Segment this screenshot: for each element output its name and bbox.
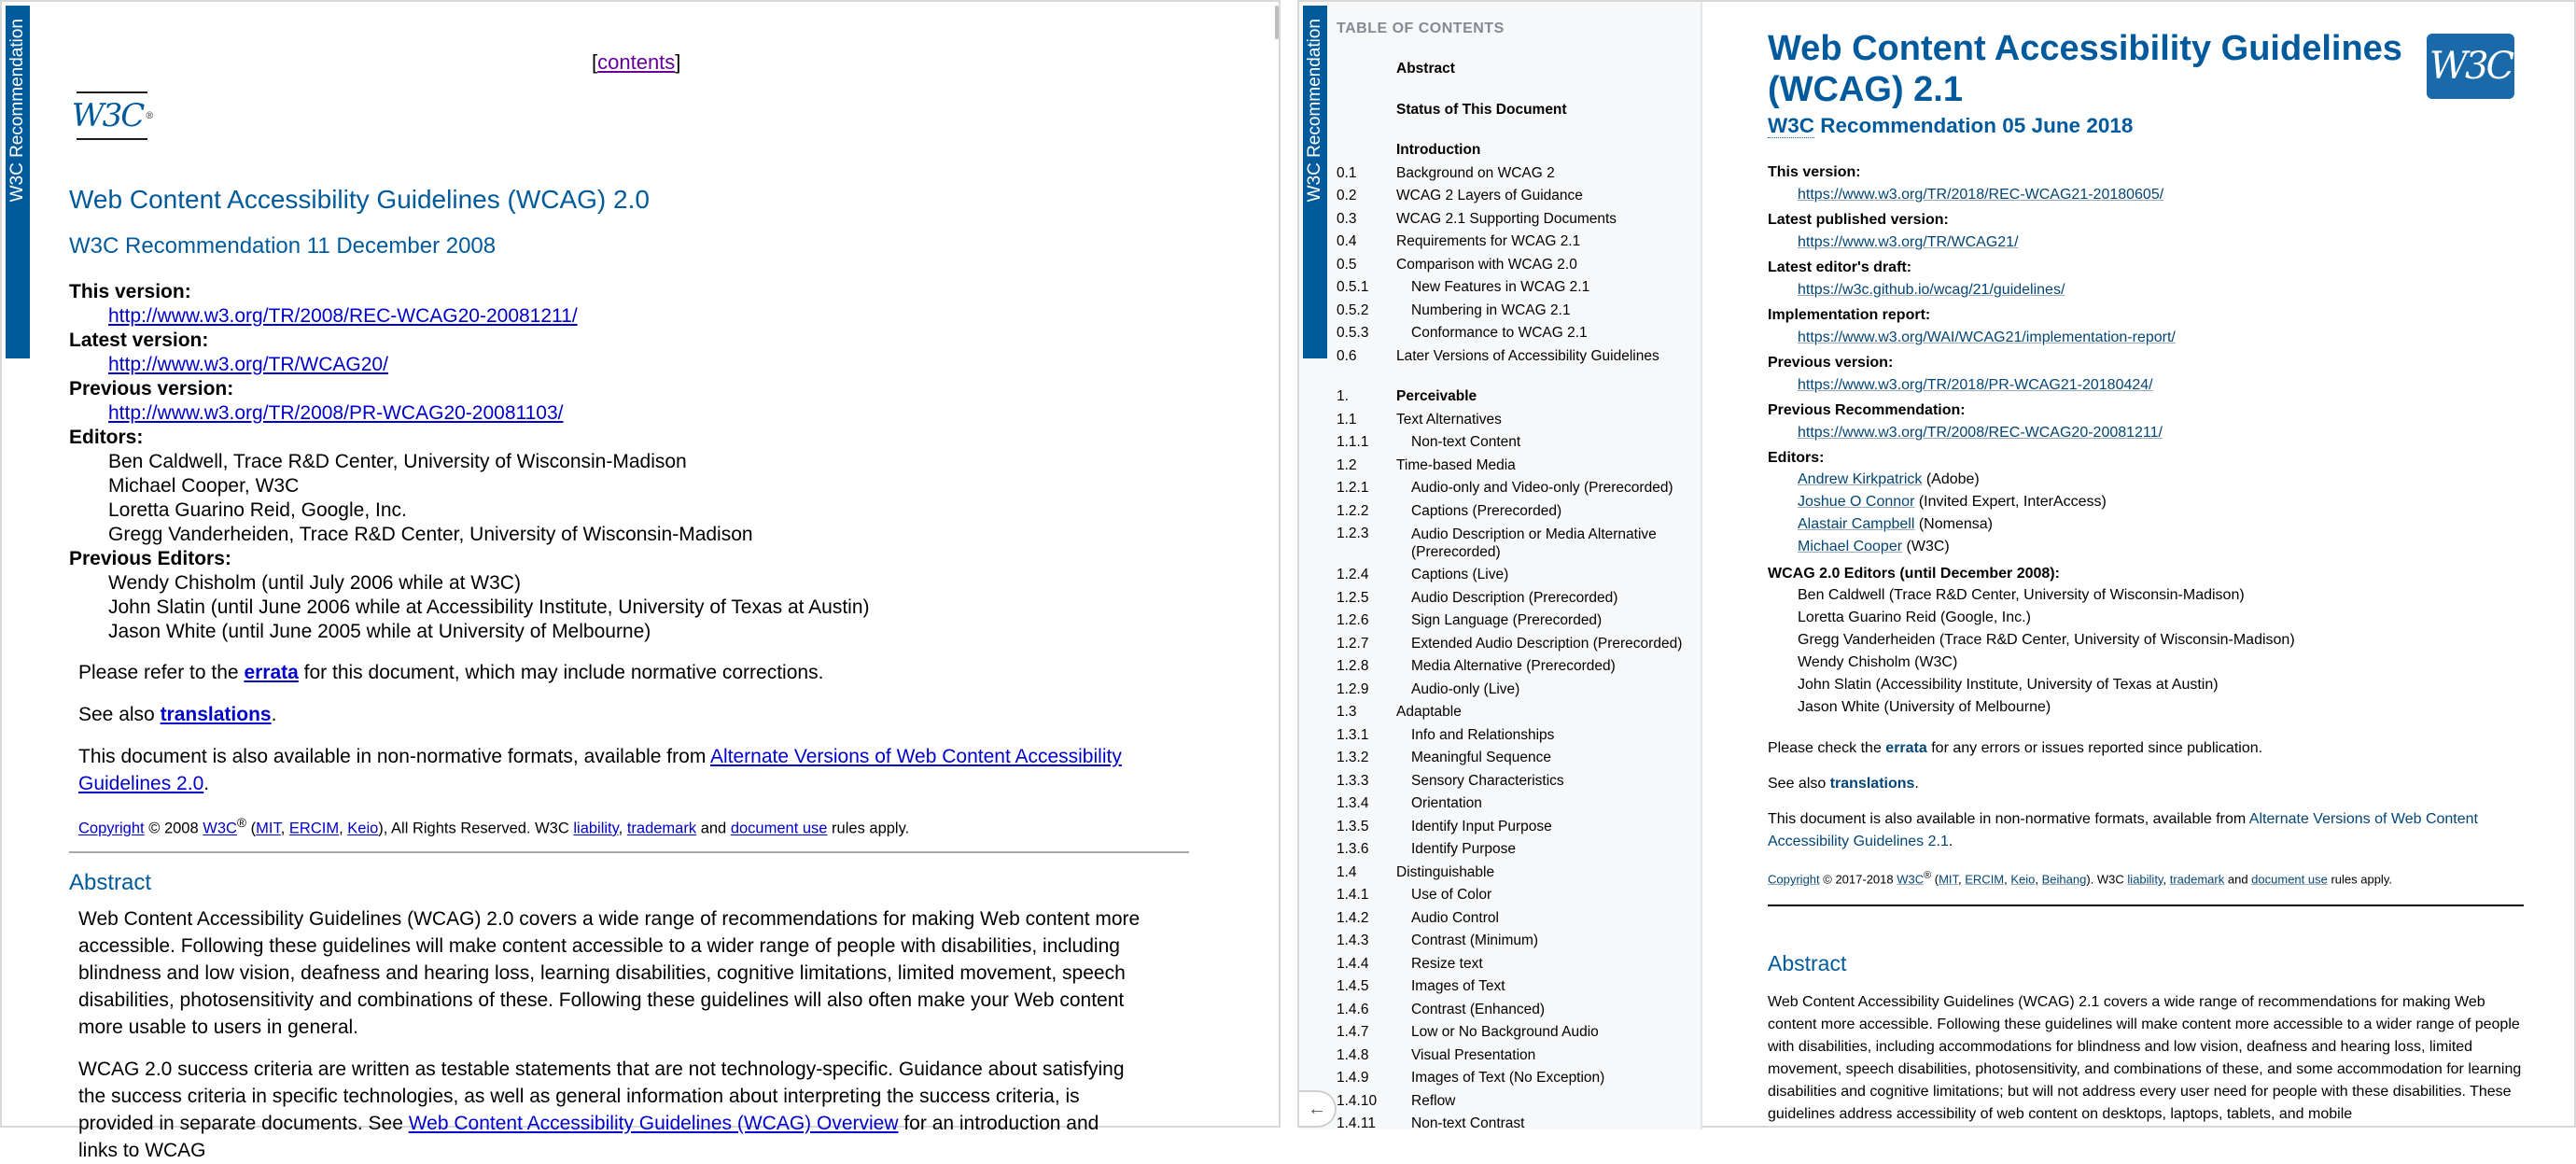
toc-item[interactable] [1337,884,1701,907]
toc-item-number: 1.4.5 [1337,978,1369,994]
latest-version-label: Latest version: [69,330,209,351]
translations-link[interactable]: translations [160,704,272,725]
toc-list [1337,58,1701,1136]
toc-item-label: Resize text [1411,955,1483,972]
toc-item-number: 1.4.2 [1337,909,1369,926]
toc-item-label: Adaptable [1396,704,1462,720]
toc-item-label: Identify Input Purpose [1411,818,1552,834]
toc-item-label: Perceivable [1396,388,1477,404]
wcag20-editor-item: Gregg Vanderheiden (Trace R&D Center, University of Wisconsin-Madison) [1798,632,2295,648]
document-use-link[interactable]: document use [730,820,828,837]
previous-editor-item: Wendy Chisholm (until July 2006 while at W3C) [108,572,521,594]
toc-item[interactable] [1337,477,1701,500]
toc-item-number: 1.4.4 [1337,955,1369,972]
toc-item[interactable] [1337,208,1701,231]
liability-link[interactable]: liability [573,820,619,837]
editor-link[interactable]: Alastair Campbell [1798,516,1915,532]
editor-item: Michael Cooper, W3C [108,475,300,497]
toc-item[interactable] [1337,409,1701,432]
toc-item[interactable] [1337,930,1701,953]
toc-item-label: Requirements for WCAG 2.1 [1396,233,1581,249]
toc-item[interactable] [1337,345,1701,369]
previous-version-label: Previous version: [1768,355,1894,371]
toc-item[interactable] [1337,386,1701,409]
arrow-left-icon: ← [1308,1098,1326,1119]
toc-item-label: Use of Color [1411,887,1492,903]
toc-item-label: New Features in WCAG 2.1 [1411,279,1590,295]
toc-item-number: 1.2.4 [1337,567,1369,582]
keio-link[interactable]: Keio [347,820,379,837]
toc-item[interactable] [1337,975,1701,999]
toc-item-label: Later Versions of Accessibility Guidelines [1396,347,1659,364]
toc-item[interactable] [1337,655,1701,679]
toc-item-number: 1.3.5 [1337,818,1369,834]
toc-item[interactable] [1337,139,1701,162]
w3c-logo[interactable]: W3C [2427,34,2514,99]
this-version-label: This version: [69,281,191,302]
abstract-paragraph-2: WCAG 2.0 success criteria are written as testable statements that are not technology-specific. Guidance about satisfying the success criteria in specific technologies, as well as general information about interpreting the success criteria, is provided in separate documents. See Web Content Accessibility Guidelines (WCAG) Overview for an introduction and links to WCAG [78,1058,1125,1161]
w3c-link[interactable]: W3C [203,820,237,837]
abstract-paragraph: Web Content Accessibility Guidelines (WCAG) 2.0 covers a wide range of recommendations for making Web content more accessible. Following these guidelines will make content accessible to a wider range of people with disabilities, including blindness and low vision, deafness and hearing loss, learning disabilities, cognitive limitations, limited movement, speech disabilities, photosensitivity and combinations of these. Following these guidelines will also often make your Web content more usable to users in general. [78,907,1141,1038]
version-info [69,280,1189,644]
editor-item: Loretta Guarino Reid, Google, Inc. [108,499,407,521]
w3c-logo[interactable]: W3C ® [77,91,147,140]
toc-item[interactable] [1337,1045,1701,1068]
recommendation-tab[interactable] [6,6,30,358]
toc-item-number [1337,139,1396,162]
toc-title: TABLE OF CONTENTS [1337,21,1505,36]
editor-link[interactable]: Andrew Kirkpatrick [1798,471,1923,487]
toc-item-label: Audio Description (Prerecorded) [1411,589,1618,606]
editor-item: Gregg Vanderheiden, Trace R&D Center, University of Wisconsin-Madison [108,524,753,545]
toc-item[interactable] [1337,500,1701,524]
latest-draft-link[interactable]: https://w3c.github.io/wcag/21/guidelines/ [1798,282,2065,298]
toc-item-number: 0.2 [1337,188,1357,203]
toc-item[interactable] [1337,162,1701,186]
toc-item-number: 0.3 [1337,210,1357,227]
toc-item-number: 0.5.1 [1337,279,1369,295]
keio-link[interactable]: Keio [2010,872,2036,887]
toc-item-label: Images of Text [1411,978,1505,994]
toc-item[interactable] [1337,185,1701,208]
toc-item-label: Distinguishable [1396,863,1495,880]
document-use-link[interactable]: document use [2251,872,2328,887]
toc-item-number: 1. [1337,388,1349,404]
editor-item: Michael Cooper (W3C) [1798,539,1950,554]
previous-recommendation-label: Previous Recommendation: [1768,402,1966,418]
toc-item-number: 1.1.1 [1337,434,1369,450]
toc-item-label: Background on WCAG 2 [1396,164,1555,181]
toc-item-number: 1.1 [1337,411,1357,428]
recommendation-tab-label: W3C Recommendation [7,19,27,203]
toc-item-number: 1.4.10 [1337,1092,1378,1109]
toc-item[interactable] [1337,770,1701,793]
latest-draft-label: Latest editor's draft: [1768,259,1912,275]
toc-item-number: 0.5.2 [1337,302,1369,318]
editors-label: Editors: [1768,450,1825,466]
previous-version-link[interactable]: http://www.w3.org/TR/2008/PR-WCAG20-20081103/ [108,402,564,424]
copyright-notice: Copyright © 2008 W3C® (MIT, ERCIM, Keio), All Rights Reserved. W3C liability, trademark and document use rules apply. [78,816,910,837]
toc-item-number: 1.3.6 [1337,841,1369,857]
alternate-versions-paragraph: This document is also available in non-normative formats, available from Alternate Versions of Web Content Accessibility Guidelines 2.0. [78,746,1122,794]
toc-item-number: 1.3.3 [1337,772,1369,789]
beihang-link[interactable]: Beihang [2041,872,2087,887]
toc-item-label: Text Alternatives [1396,411,1502,428]
toc-item-label: Reflow [1411,1092,1456,1109]
toc-item[interactable] [1337,747,1701,770]
toc-item-number: 1.2.5 [1337,589,1369,606]
errata-paragraph: Please refer to the errata for this document, which may include normative corrections. [78,662,824,683]
toc-item-label: Conformance to WCAG 2.1 [1411,325,1588,341]
toc-item-number: 0.6 [1337,347,1357,364]
toc-item[interactable] [1337,99,1701,122]
toc-item-number: 1.4 [1337,863,1357,880]
document-head [69,185,1189,1164]
toc-item-number: 0.1 [1337,164,1357,181]
latest-published-label: Latest published version: [1768,212,1949,228]
toc-item-number: 1.3.2 [1337,750,1369,765]
toc-item-label: Captions (Live) [1411,567,1509,582]
toc-item[interactable] [1337,792,1701,816]
toc-item-number: 1.4.1 [1337,887,1369,903]
copyright-notice: Copyright © 2017-2018 W3C® (MIT, ERCIM, Keio, Beihang). W3C liability, trademark and document use rules apply. [1768,870,2392,887]
toc-item-number: 0.5.3 [1337,325,1369,341]
toc-item[interactable] [1337,231,1701,254]
divider [1768,905,2524,906]
translations-link[interactable]: translations [1829,776,1915,792]
toc-item-number: 1.4.6 [1337,1001,1369,1017]
mit-link[interactable]: MIT [256,820,281,837]
toc-item[interactable] [1337,322,1701,345]
toc-item[interactable] [1337,1021,1701,1045]
editor-item: Andrew Kirkpatrick (Adobe) [1798,471,1980,487]
previous-editor-item: John Slatin (until June 2006 while at Accessibility Institute, University of Texas at Austin) [108,596,870,618]
previous-editors-label: Previous Editors: [69,548,231,569]
document-head [1768,28,2524,1126]
toc-item-number: 1.2.2 [1337,502,1369,519]
toc-item[interactable] [1337,300,1701,323]
editor-link[interactable]: Michael Cooper [1798,539,1903,554]
toc-item-number: 1.2.1 [1337,480,1369,496]
page-subtitle: W3C Recommendation 11 December 2008 [69,233,497,259]
toc-item[interactable] [1337,953,1701,976]
toc-item-number: 1.3.4 [1337,795,1369,811]
trademark-link[interactable]: trademark [2169,872,2225,887]
toc-item-number: 1.2.3 [1337,526,1369,541]
toc-item[interactable] [1337,633,1701,656]
abstract-heading: Abstract [1768,951,1847,976]
wcag20-editors-label: WCAG 2.0 Editors (until December 2008): [1768,566,2060,582]
implementation-report-label: Implementation report: [1768,307,1931,323]
wcag20-editor-item: Ben Caldwell (Trace R&D Center, University of Wisconsin-Madison) [1798,587,2245,603]
toc-item-number: 0.4 [1337,233,1357,249]
toc-item-label: Contrast (Enhanced) [1411,1001,1546,1017]
toc-item[interactable] [1337,564,1701,587]
toc-item-label: Images of Text (No Exception) [1411,1070,1605,1086]
toc-item[interactable] [1337,1067,1701,1090]
toc-item-number: 1.2.8 [1337,658,1369,674]
toc-item-label: Audio-only (Live) [1411,680,1520,697]
editor-item: Joshue O Connor (Invited Expert, InterAccess) [1798,494,2107,510]
toc-item-label: Audio Control [1411,909,1499,926]
wcag-overview-link[interactable]: Web Content Accessibility Guidelines (WCAG) Overview [408,1112,899,1134]
mit-link[interactable]: MIT [1939,872,1959,887]
toc-item[interactable] [1337,587,1701,610]
toc-item-label: Non-text Contrast [1411,1115,1525,1131]
divider [69,851,1189,853]
toc-item-number: 1.2.9 [1337,680,1369,697]
trademark-link[interactable]: trademark [626,820,697,837]
toc-item-label: Orientation [1411,795,1482,811]
previous-version-label: Previous version: [69,378,234,400]
version-info [1768,162,2524,719]
abstract-heading: Abstract [69,869,152,895]
toc-item-label: Extended Audio Description (Prerecorded) [1411,635,1683,652]
toc-item[interactable] [1337,679,1701,702]
errata-paragraph: Please check the errata for any errors or issues reported since publication. [1768,740,2263,756]
editors-label: Editors: [69,427,144,448]
toc-item-number: 1.4.7 [1337,1024,1369,1040]
errata-link[interactable]: errata [1885,740,1927,756]
toc-item[interactable] [1337,431,1701,455]
toc-item[interactable] [1337,816,1701,839]
w3c-abbr: W3C [1768,114,1814,137]
previous-recommendation-link[interactable]: https://www.w3.org/TR/2008/REC-WCAG20-20081211/ [1798,425,2163,441]
toc-item-label: Status of This Document [1396,101,1567,118]
latest-published-link[interactable]: https://www.w3.org/TR/WCAG21/ [1798,234,2019,250]
toc-item-number: 1.4.9 [1337,1070,1369,1086]
toc-item-label: Sign Language (Prerecorded) [1411,612,1603,628]
toc-back-button[interactable] [1299,1090,1337,1128]
toc-item[interactable] [1337,701,1701,724]
toc-item-number: 1.4.11 [1337,1115,1376,1131]
toc-item[interactable] [1337,1090,1701,1114]
wcag20-page [0,0,1281,1161]
table-of-contents-sidebar [1299,2,1702,1129]
w3c-link[interactable]: W3C [1897,872,1925,887]
wcag20-editor-item: Wendy Chisholm (W3C) [1798,654,1958,670]
translations-paragraph: See also translations. [78,704,277,725]
copyright-link[interactable]: Copyright [1768,872,1820,887]
toc-item-number: 1.2.6 [1337,612,1369,628]
previous-editor-item: Jason White (until June 2005 while at University of Melbourne) [108,621,651,642]
toc-item-label: Non-text Content [1411,434,1521,450]
toc-item-number [1337,99,1396,122]
toc-item[interactable] [1337,838,1701,862]
toc-item-label: WCAG 2.1 Supporting Documents [1396,210,1617,227]
toc-item[interactable] [1337,276,1701,300]
toc-item-number [1337,58,1396,81]
page-title: Web Content Accessibility Guidelines (WCAG) 2.1 [1768,29,2402,109]
page-subtitle: W3C Recommendation 05 June 2018 [1768,114,2134,137]
toc-item-label: Introduction [1396,142,1481,158]
this-version-link[interactable]: http://www.w3.org/TR/2008/REC-WCAG20-20081211/ [108,305,578,327]
implementation-report-link[interactable]: https://www.w3.org/WAI/WCAG21/implementation-report/ [1798,330,2176,345]
scrollbar-thumb[interactable] [1275,6,1279,39]
page-title: Web Content Accessibility Guidelines (WCAG) 2.0 [69,185,650,214]
toc-item[interactable] [1337,523,1701,564]
editor-item: Ben Caldwell, Trace R&D Center, University of Wisconsin-Madison [108,451,687,472]
toc-item-label: Audio Description or Media Alternative (Prerecorded) [1411,526,1657,560]
toc-item[interactable] [1337,862,1701,885]
editor-link[interactable]: Joshue O Connor [1798,494,1915,510]
toc-item-label: Contrast (Minimum) [1411,933,1539,948]
toc-item-label: Visual Presentation [1411,1046,1536,1063]
this-version-link[interactable]: https://www.w3.org/TR/2018/REC-WCAG21-20180605/ [1798,187,2164,203]
abstract-paragraph: Web Content Accessibility Guidelines (WCAG) 2.1 covers a wide range of recommendations for making Web content more accessible. Following these guidelines will make content more accessible to a wider range of people with disabilities, including accommodations for blindness and low vision, deafness and hearing loss, limited movement, speech disabilities, photosensitivity, and combinations of these, and some accommodation for learning disabilities and cognitive limitations; but will not address every user need for people with these disabilities. These guidelines address accessibility of web content on desktops, laptops, tablets, and mobile [1768,994,2522,1123]
previous-version-link[interactable]: https://www.w3.org/TR/2018/PR-WCAG21-20180424/ [1798,377,2153,393]
translations-paragraph: See also translations. [1768,776,1919,792]
toc-item[interactable] [1337,724,1701,748]
toc-item[interactable] [1337,907,1701,931]
toc-item-label: Time-based Media [1396,456,1516,473]
toc-item-label: Captions (Prerecorded) [1411,502,1562,519]
toc-item[interactable] [1337,610,1701,633]
alternate-versions-link[interactable]: Alternate Versions of Web Content Accessibility Guidelines 2.0 [78,746,1122,794]
toc-item-label: Low or No Background Audio [1411,1024,1599,1040]
liability-link[interactable]: liability [2127,872,2163,887]
recommendation-tab-label: W3C Recommendation [1305,19,1324,203]
toc-item-number: 1.4.8 [1337,1046,1369,1063]
toc-item[interactable] [1337,1113,1701,1136]
toc-item-label: Sensory Characteristics [1411,772,1564,789]
errata-link[interactable]: errata [244,662,299,683]
wcag20-editor-item: John Slatin (Accessibility Institute, University of Texas at Austin) [1798,677,2219,693]
editor-item: Alastair Campbell (Nomensa) [1798,516,1993,532]
alternate-versions-link[interactable]: Alternate Versions of Web Content Accessibility Guidelines 2.1 [1768,811,2478,849]
latest-version-link[interactable]: http://www.w3.org/TR/WCAG20/ [108,354,388,375]
toc-item[interactable] [1337,999,1701,1022]
alternate-versions-paragraph: This document is also available in non-normative formats, available from Alternate Versions of Web Content Accessibility Guidelines 2.1. [1768,811,2478,849]
toc-item-number: 1.2 [1337,456,1357,473]
toc-item-label: Numbering in WCAG 2.1 [1411,302,1571,318]
toc-item[interactable] [1337,58,1701,81]
ercim-link[interactable]: ERCIM [288,820,340,837]
this-version-label: This version: [1768,164,1861,180]
toc-item[interactable] [1337,254,1701,277]
toc-item-label: Comparison with WCAG 2.0 [1396,256,1577,273]
toc-item-label: Identify Purpose [1411,841,1517,857]
navbar: [contents] [592,50,681,74]
wcag21-page [1297,0,2576,1131]
toc-item-number: 0.5 [1337,256,1357,273]
toc-item-label: Info and Relationships [1411,726,1555,743]
toc-item-label: Abstract [1396,61,1455,77]
contents-link[interactable]: contents [597,50,676,74]
toc-item[interactable] [1337,455,1701,478]
wcag20-editor-item: Jason White (University of Melbourne) [1798,699,2051,715]
wcag20-editor-item: Loretta Guarino Reid (Google, Inc.) [1798,610,2031,625]
toc-item-number: 1.4.3 [1337,933,1369,948]
copyright-link[interactable]: Copyright [78,820,145,837]
toc-item-number: 1.2.7 [1337,635,1369,652]
toc-item-label: Meaningful Sequence [1411,750,1551,765]
recommendation-tab[interactable] [1303,6,1327,358]
toc-item-label: Media Alternative (Prerecorded) [1411,658,1616,674]
ercim-link[interactable]: ERCIM [1965,872,2005,887]
toc-item-label: Audio-only and Video-only (Prerecorded) [1411,480,1673,496]
toc-item-number: 1.3 [1337,704,1357,720]
toc-item-label: WCAG 2 Layers of Guidance [1396,188,1583,203]
toc-item-number: 1.3.1 [1337,726,1369,743]
